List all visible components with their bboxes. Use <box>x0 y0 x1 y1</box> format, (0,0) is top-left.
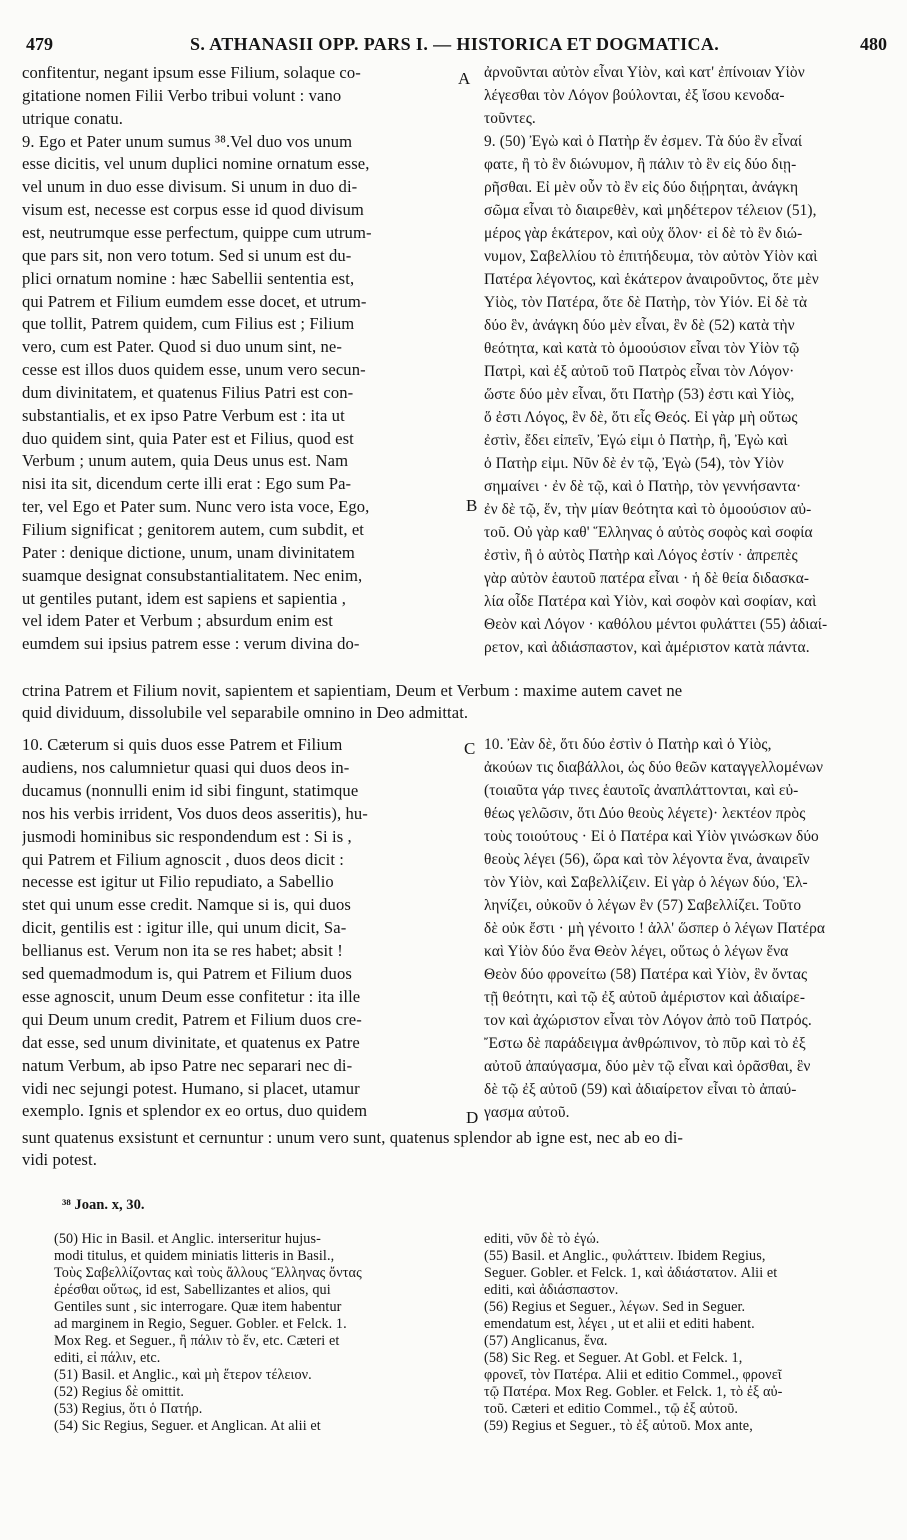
greek-line: ἀκούων τις διαβάλλοι, ὡς δύο θεῶν καταγγελλομένων <box>484 759 824 776</box>
latin-line: visum est, necesse est corpus esse id quod divisum <box>22 200 364 220</box>
latin-line: 9. Ego et Pater unum sumus ³⁸.Vel duo vos unum <box>22 131 353 151</box>
greek-line: νυμον, Σαβελλίου τὸ ἐπιτήδευμα, τὸν αὐτὸν Υἱὸν καὶ <box>484 248 818 265</box>
greek-line: 10. Ἐὰν δὲ, ὅτι δύο ἐστὶν ὁ Πατὴρ καὶ ὁ Υἱὸς, <box>484 736 772 753</box>
greek-line: 9. (50) Ἐγὼ καὶ ὁ Πατὴρ ἕν ἐσμεν. Τὰ δύο ἓν εἶναί <box>484 133 803 150</box>
note-line: (53) Regius, ὅτι ὁ Πατήρ. <box>54 1401 203 1417</box>
latin-line: gitatione nomen Filii Verbo tribui volunt : vano <box>22 85 342 105</box>
greek-line: Ἔστω δὲ παράδειγμα ἀνθρώπινον, τὸ πῦρ καὶ τὸ ἐξ <box>484 1035 806 1052</box>
greek-line: λέγεσθαι τὸν Λόγον βούλονται, ἐξ ἴσου κενοδα- <box>484 87 785 104</box>
greek-line: Υἱὸς, τὸν Πατέρα, ὅτε δὲ Πατὴρ, τὸν Υἱόν. Εἰ δὲ τὰ <box>484 294 808 311</box>
full-width-line: ctrina Patrem et Filium novit, sapientem et sapientiam, Deum et Verbum : maxime autem cavet ne <box>22 681 683 700</box>
latin-line: sed quemadmodum is, qui Patrem et Filium duos <box>22 964 352 983</box>
note-line: modi titulus, et quidem miniatis litteris in Basil., <box>54 1248 335 1264</box>
full-width-line: vidi potest. <box>22 1150 97 1169</box>
latin-line: nisi ita sit, dicendum certe illi erat : Ego sum Pa- <box>22 474 352 494</box>
note-line: emendatum est, λέγει , ut et alii et editi habent. <box>484 1316 755 1332</box>
greek-line: τὸν Υἱὸν, καὶ Σαβελλίζειν. Εἰ γὰρ ὁ λέγων δύο, Ἑλ- <box>484 874 808 891</box>
greek-line: Θεὸν καὶ Λόγον · καθόλου μέντοι φυλάττει (55) ἀδιαί- <box>484 616 828 633</box>
note-line: (57) Anglicanus, ἕνα. <box>484 1333 608 1349</box>
latin-line: ter, vel Ego et Pater sum. Nunc vero ista voce, Ego, <box>22 497 370 517</box>
note-line: editi, εἰ πάλιν, etc. <box>54 1350 161 1366</box>
latin-line: dat esse, sed unum divinitate, et quatenus ex Patre <box>22 1032 360 1052</box>
latin-line: est, neutrumque esse perfectum, quippe cum utrum- <box>22 222 372 242</box>
latin-line: que tollit, Patrem quidem, cum Filius est ; Filium <box>22 314 355 334</box>
full-width-line: quid dividuum, dissolubile vel separabile omnino in Deo admittat. <box>22 703 469 722</box>
note-line: Mox Reg. et Seguer., ἢ πάλιν τὸ ἕν, etc. Cæteri et <box>54 1333 340 1349</box>
latin-line: jusmodi hominibus sic respondendum est : Si is , <box>22 826 352 846</box>
note-line: ἐρέσθαι οὕτως, id est, Sabellizantes et alios, qui <box>54 1282 331 1298</box>
greek-line: τοῦ. Οὐ γὰρ καθ' Ἕλληνας ὁ αὐτὸς σοφὸς καὶ σοφία <box>484 524 813 541</box>
note-line: Τοὺς Σαβελλίζοντας καὶ τοὺς ἄλλους Ἕλληνας ὄντας <box>54 1265 362 1281</box>
latin-line: utrique conatu. <box>22 108 124 128</box>
greek-line: θεοὺς λέγει (56), ὥρα καὶ τὸν λέγοντα ἕνα, ἀναιρεῖν <box>484 851 810 868</box>
greek-line: λία οἶδε Πατέρα καὶ Υἱὸν, καὶ σοφὸν καὶ σοφίαν, καὶ <box>484 593 817 610</box>
latin-line: necesse est igitur ut Filio repudiato, a Sabellio <box>22 872 334 892</box>
greek-line: φατε, ἢ τὸ ἓν διώνυμον, ἢ πάλιν τὸ ἓν εἰς δύο διῃ- <box>484 156 797 173</box>
note-line: editi, νῦν δὲ τὸ ἐγώ. <box>484 1231 600 1247</box>
greek-line: τοῦντες. <box>484 110 536 127</box>
note-line: Seguer. Gobler. et Felck. 1, καὶ ἀδιάστατον. Alii et <box>484 1265 778 1281</box>
latin-line: exemplo. Ignis et splendor ex eo ortus, duo quidem <box>22 1101 368 1121</box>
latin-line: que pars sit, non vero totum. Sed si unum est du- <box>22 245 352 265</box>
latin-line: nos his verbis irrident, Vos duos deos asseritis), hu- <box>22 803 368 823</box>
latin-line: eumdem sui ipsius patrem esse : verum divina do- <box>22 634 360 654</box>
greek-line: τῇ θεότητι, καὶ τῷ ἐξ αὐτοῦ ἀμέριστον καὶ ἀδιαίρε- <box>484 989 806 1006</box>
note-line: τῷ Πατέρα. Mox Reg. Gobler. et Felck. 1, τὸ ἐξ αὐ- <box>484 1384 783 1400</box>
page-number-right: 480 <box>860 34 887 54</box>
latin-line: duo quidem sint, quia Pater est et Filius, quod est <box>22 428 354 448</box>
note-line: (56) Regius et Seguer., λέγων. Sed in Seguer. <box>484 1299 746 1315</box>
greek-line: ἐν δὲ τῷ, ἕν, τὴν μίαν θεότητα καὶ τὸ ὁμοούσιον αὐ- <box>484 501 812 518</box>
latin-line: Pater : denique dictione, unum, unam divinitatem <box>22 542 355 562</box>
latin-line: stet qui unum esse credit. Namque si is, qui duos <box>22 895 351 915</box>
latin-line: esse agnoscit, unum Deum esse confitetur : ita ille <box>22 986 361 1006</box>
latin-line: esse dicitis, vel unum duplici nomine ornatum esse, <box>22 154 370 174</box>
greek-line: τον καὶ ἀχώριστον εἶναι τὸν Λόγον ἀπὸ τοῦ Πατρός. <box>484 1012 812 1029</box>
greek-line: θέως γελῶσιν, ὅτι Δύο θεοὺς λέγετε)· λεκτέον πρὸς <box>484 805 806 822</box>
greek-line: τοὺς τοιούτους · Εἰ ὁ Πατέρα καὶ Υἱὸν γινώσκων δύο <box>484 828 819 845</box>
note-line: φρονεῖ, τὸν Πατέρα. Alii et editio Commel., φρονεῖ <box>484 1367 782 1383</box>
latin-line: natum Verbum, ab ipso Patre nec separari nec di- <box>22 1055 353 1075</box>
latin-line: dum divinitatem, et quatenus Filius Patri est con- <box>22 382 354 402</box>
latin-line: ducamus (nonnulli enim id sibi fingunt, statimque <box>22 780 359 800</box>
note-line: (50) Hic in Basil. et Anglic. interseritur hujus- <box>54 1231 321 1247</box>
latin-line: plici ornatum nomine : hæc Sabellii sententia est, <box>22 268 355 288</box>
latin-line: audiens, nos calumnietur quasi qui duos deos in- <box>22 757 350 777</box>
latin-line: qui Patrem et Filium agnoscit , duos deos dicit : <box>22 849 344 869</box>
greek-line: γασμα αὐτοῦ. <box>484 1104 570 1121</box>
latin-line: bellianus est. Verum non ita se res habet; absit ! <box>22 941 343 961</box>
greek-line: σῶμα εἶναι τὸ διαιρεθὲν, καὶ μηδέτερον τέλειον (51), <box>484 202 817 219</box>
note-line: (58) Sic Reg. et Seguer. At Gobl. et Felck. 1, <box>484 1350 743 1366</box>
note-line: editi, καὶ ἀδιάσπαστον. <box>484 1282 619 1298</box>
running-title: S. ATHANASII OPP. PARS I. — HISTORICA ET DOGMATICA. <box>190 34 720 54</box>
margin-letter-a: A <box>458 69 471 88</box>
greek-line: ρῆσθαι. Εἰ μὲν οὖν τὸ ἓν εἰς δύο διῄρηται, ἀνάγκη <box>484 179 799 196</box>
latin-line: confitentur, negant ipsum esse Filium, solaque co- <box>22 63 361 82</box>
latin-line: cesse est illos duos quidem esse, unum vero secun- <box>22 360 366 380</box>
note-line: τοῦ. Cæteri et editio Commel., τῷ ἐξ αὐτοῦ. <box>484 1401 738 1417</box>
greek-line: ὅ ἐστι Λόγος, ἓν δὲ, ὅτι εἷς Θεός. Εἰ γὰρ μὴ οὕτως <box>484 409 798 426</box>
greek-line: μέρος γὰρ ἑκάτερον, καὶ οὐχ ὅλον· εἰ δὲ τὸ ἓν διώ- <box>484 225 803 242</box>
latin-line: Filium significat ; genitorem autem, cum subdit, et <box>22 520 364 539</box>
margin-letter-c: C <box>464 739 476 758</box>
note-line: Gentiles sunt , sic interrogare. Quæ item habentur <box>54 1299 342 1315</box>
latin-line: 10. Cæterum si quis duos esse Patrem et Filium <box>22 735 343 754</box>
latin-line: qui Patrem et Filium eumdem esse docet, et utrum- <box>22 291 367 311</box>
greek-line: γὰρ αὐτὸν ἑαυτοῦ πατέρα εἶναι · ἡ δὲ θεία διδασκα- <box>484 570 810 587</box>
scripture-footnote: ³⁸ Joan. x, 30. <box>62 1197 145 1213</box>
greek-line: δὲ οὐκ ἔστι · μὴ γένοιτο ! ἀλλ' ὥσπερ ὁ λέγων Πατέρα <box>484 920 826 937</box>
note-line: (51) Basil. et Anglic., καὶ μὴ ἕτερον τέλειον. <box>54 1367 312 1383</box>
greek-line: ρετον, καὶ ἀδιάσπαστον, καὶ ἀμέριστον κατὰ πάντα. <box>484 639 810 656</box>
latin-line: ut gentiles putant, idem est sapiens et sapientia , <box>22 588 346 608</box>
note-line: (54) Sic Regius, Seguer. et Anglican. At alii et <box>54 1418 321 1434</box>
note-line: (59) Regius et Seguer., τὸ ἐξ αὐτοῦ. Mox ante, <box>484 1418 753 1434</box>
greek-line: αὐτοῦ ἀπαύγασμα, δύο μὲν τῷ εἶναι καὶ ὁρᾶσθαι, ἓν <box>484 1058 811 1075</box>
greek-line: δὲ τῷ ἐξ αὐτοῦ (59) καὶ ἀδιαίρετον εἶναι τὸ ἀπαύ- <box>484 1081 797 1098</box>
greek-line: ληνίζει, οὐκοῦν ὁ λέγων ἓν (57) Σαβελλίζει. Τοῦτο <box>484 897 802 914</box>
greek-line: καὶ Υἱὸν δύο ἕνα Θεὸν λέγει, οὕτως ὁ λέγων ἕνα <box>484 943 789 960</box>
greek-line: (τοιαῦτα γάρ τινες ἑαυτοῖς ἀναπλάττονται, καὶ εὐ- <box>484 782 799 799</box>
greek-line: ἐστὶν, ἢ ὁ αὐτὸς Πατὴρ καὶ Λόγος ἐστίν · ἀπρεπὲς <box>484 547 798 564</box>
latin-line: Verbum ; unum autem, quia Deus unus est. Nam <box>22 451 349 471</box>
greek-line: θεότητα, καὶ κατὰ τὸ ὁμοούσιον εἶναι τὸν Υἱὸν τῷ <box>484 340 800 357</box>
greek-line: ἀρνοῦνται αὐτὸν εἶναι Υἱὸν, καὶ κατ' ἐπίνοιαν Υἱὸν <box>484 64 805 81</box>
latin-line: qui Deum unum credit, Patrem et Filium duos cre- <box>22 1009 362 1029</box>
note-line: (52) Regius δὲ omittit. <box>54 1384 185 1400</box>
note-line: (55) Basil. et Anglic., φυλάττειν. Ibidem Regius, <box>484 1248 766 1264</box>
margin-letter-b: B <box>466 496 478 515</box>
latin-line: vidi nec sejungi potest. Humano, si placet, utamur <box>22 1078 360 1098</box>
greek-line: δύο ἓν, ἀνάγκη δύο μὲν εἶναι, ἓν δὲ (52) κατὰ τὴν <box>484 317 795 334</box>
greek-line: Πατέρα λέγοντος, καὶ ἑκάτερον ἀναιροῦντος, ὅτε μὲν <box>484 271 819 288</box>
greek-line: Θεὸν δύο φρονείτω (58) Πατέρα καὶ Υἱὸν, ἓν ὄντας <box>484 966 808 983</box>
full-width-line: sunt quatenus exsistunt et cernuntur : unum vero sunt, quatenus splendor ab igne est, nec ab eo di- <box>22 1128 684 1147</box>
latin-line: vero, cum est Pater. Quod si duo unum sint, ne- <box>22 337 342 357</box>
latin-line: suamque designat consubstantialitatem. Nec enim, <box>22 565 363 585</box>
latin-line: substantialis, et ex ipso Patre Verbum est : ita ut <box>22 405 345 425</box>
latin-line: vel idem Pater et Verbum ; absurdum enim est <box>22 611 334 631</box>
page-header <box>26 34 887 58</box>
latin-line: vel unum in duo esse divisum. Si unum in duo di- <box>22 177 358 197</box>
margin-letter-d: D <box>466 1108 479 1127</box>
note-line: ad marginem in Regio, Seguer. Gobler. et Felck. 1. <box>54 1316 347 1332</box>
greek-line: ὥστε δύο μὲν εἶναι, ὅτι Πατὴρ (53) ἐστι καὶ Υἱὸς, <box>484 386 795 403</box>
latin-line: dicit, gentilis est : igitur ille, qui unum dicit, Sa- <box>22 918 347 938</box>
greek-line: ἐστὶν, ἔδει εἰπεῖν, Ἐγώ εἰμι ὁ Πατὴρ, ἢ, Ἐγὼ καὶ <box>484 432 788 449</box>
greek-line: Πατρὶ, καὶ ἐξ αὐτοῦ τοῦ Πατρὸς εἶναι τὸν Λόγον· <box>484 363 795 380</box>
page-number-left: 479 <box>26 34 53 54</box>
greek-line: ὁ Πατὴρ εἰμι. Νῦν δὲ ἐν τῷ, Ἐγὼ (54), τὸν Υἱὸν <box>484 455 784 472</box>
greek-line: σημαίνει · ἐν δὲ τῷ, καὶ ὁ Πατὴρ, τὸν γεννήσαντα· <box>484 478 802 495</box>
